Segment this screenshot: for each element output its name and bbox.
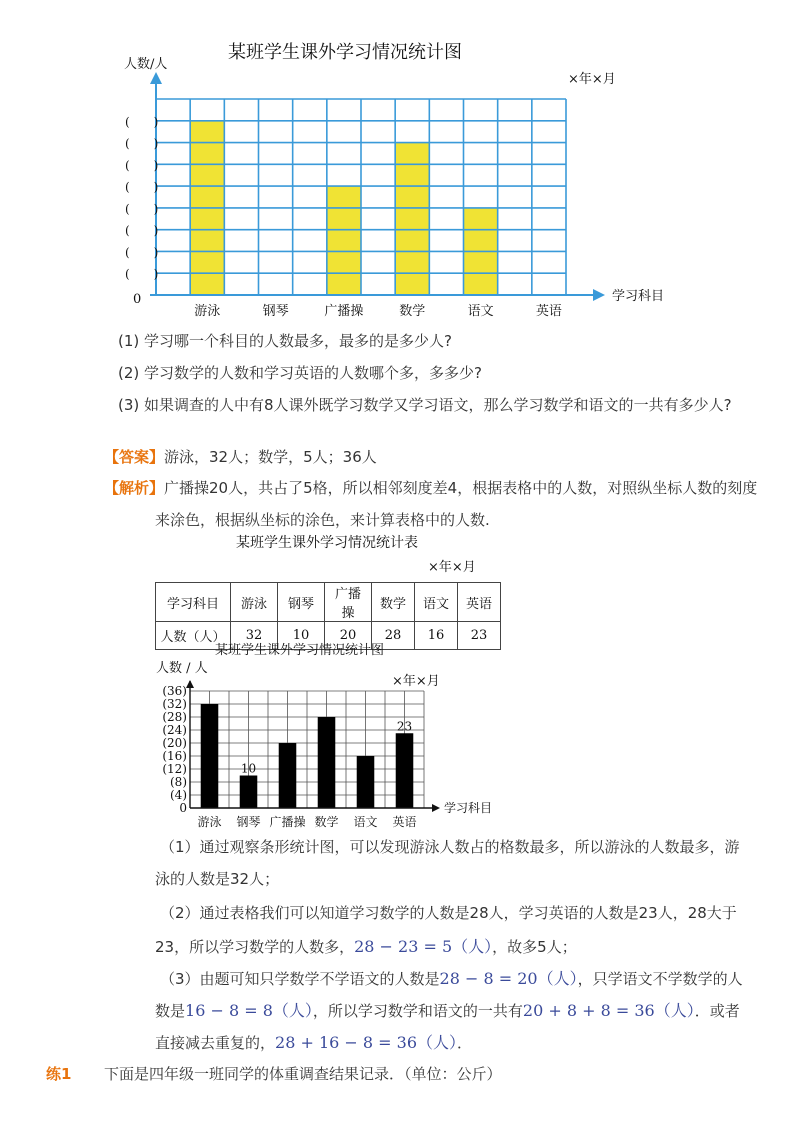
x-tick-label: 钢琴 (236, 815, 261, 829)
y-tick-blank: ( ) (125, 267, 159, 282)
y-tick-blank: ( ) (125, 180, 159, 195)
solution-3c (155, 1030, 472, 1053)
y-tick-blank: ( ) (125, 158, 159, 173)
bar (201, 704, 219, 808)
answer-text: 游泳，32人；数学，5人；36人 (164, 448, 377, 466)
table-cell: 数学 (372, 583, 415, 622)
table-cell: 人数（人） (156, 622, 231, 650)
y-axis-arrow (186, 680, 194, 688)
solution-3c-post: ． (457, 1034, 473, 1052)
data-label: 23 (396, 719, 413, 734)
table-cell: 钢琴 (278, 583, 325, 622)
analysis-text-1: 广播操20人，共占了5格，所以相邻刻度差4，根据表格中的人数，对照纵坐标人数的刻度 (164, 479, 758, 497)
x-tick-label: 数学 (314, 815, 339, 829)
solution-3a-pre: （3）由题可知只学数学不学语文的人数是 (160, 970, 440, 988)
chart1-zero: 0 (133, 292, 142, 307)
table-cell: 游泳 (231, 583, 278, 622)
equation: 28 + 16 − 8 = 36（人） (275, 1033, 458, 1052)
y-tick-label: (16) (162, 749, 187, 763)
table-cell: 28 (372, 622, 415, 650)
solution-3a (160, 966, 743, 989)
solution-1a: （1）通过观察条形统计图，可以发现游泳人数占的格数最多，所以游泳的人数最多，游 (160, 838, 740, 856)
table-cell: 16 (415, 622, 458, 650)
y-tick-blank: ( ) (125, 114, 159, 129)
practice-text: 下面是四年级一班同学的体重调查结果记录．（单位：公斤） (104, 1065, 502, 1083)
y-tick-blank: ( ) (125, 245, 159, 260)
bar (327, 186, 361, 295)
solution-3b-mid: ，所以学习数学和语文的一共有 (312, 1002, 523, 1020)
practice-label: 练1 (46, 1065, 72, 1083)
equation: 28 − 23 = 5（人） (354, 937, 493, 956)
chart2-date: ×年×月 (392, 674, 440, 689)
table-header-row (156, 583, 501, 622)
table-cell: 广播操 (325, 583, 372, 622)
y-tick-label: (24) (162, 723, 187, 737)
data-label: 10 (240, 761, 257, 776)
solution-2b (155, 934, 577, 957)
chart1-date: ×年×月 (568, 72, 616, 87)
x-tick-label: 广播操 (269, 815, 306, 829)
solution-2b-pre: 23，所以学习数学的人数多， (155, 938, 355, 956)
table-cell: 语文 (415, 583, 458, 622)
y-tick-label: (32) (162, 697, 187, 711)
analysis-label: 【解析】 (104, 479, 165, 497)
solution-2a: （2）通过表格我们可以知道学习数学的人数是28人，学习英语的人数是23人，28大于 (160, 904, 737, 922)
x-tick-label: 钢琴 (262, 304, 289, 319)
chart2-title: 某班学生课外学习情况统计图 (215, 643, 385, 658)
chart1-ylabel: 人数/人 (124, 57, 168, 72)
solution-3b-pre: 数是 (155, 1002, 186, 1020)
chart2-ylabel: 人数 / 人 (156, 661, 208, 676)
analysis-line-2: 来涂色，根据纵坐标的涂色，来计算表格中的人数. (155, 511, 490, 529)
y-tick-label: (12) (162, 762, 187, 776)
y-tick-blank: ( ) (125, 201, 159, 216)
answer-label: 【答案】 (104, 448, 165, 466)
equation: 20 + 8 + 8 = 36（人） (522, 1001, 695, 1020)
x-tick-label: 游泳 (197, 815, 222, 829)
bar (396, 733, 414, 808)
y-tick-label: (8) (170, 775, 187, 789)
question-1: (1) 学习哪一个科目的人数最多，最多的是多少人? (118, 332, 452, 350)
equation: 16 − 8 = 8（人） (185, 1001, 313, 1020)
y-tick-label: (36) (162, 684, 187, 698)
solution-3b (155, 998, 740, 1021)
table-cell: 英语 (458, 583, 501, 622)
bar (357, 756, 375, 808)
answer-line (104, 446, 377, 467)
table-cell: 10 (278, 622, 325, 650)
table-title: 某班学生课外学习情况统计表 (236, 535, 418, 551)
x-tick-label: 英语 (392, 815, 417, 829)
solution-1b: 泳的人数是32人； (155, 870, 280, 888)
y-tick-label: (20) (162, 736, 187, 750)
y-tick-label: (28) (162, 710, 187, 724)
solution-3c-pre: 直接减去重复的， (155, 1034, 276, 1052)
equation: 28 − 8 = 20（人） (439, 969, 578, 988)
chart2 (150, 680, 500, 835)
question-3: (3) 如果调查的人中有8人课外既学习数学又学习语文，那么学习数学和语文的一共有多少人? (118, 396, 732, 414)
chart1 (95, 70, 685, 325)
chart2-xlabel: 学习科目 (444, 801, 493, 815)
x-axis-arrow (593, 289, 605, 301)
solution-2b-post: ，故多5人； (492, 938, 577, 956)
y-axis-arrow (150, 72, 162, 84)
y-tick-blank: ( ) (125, 223, 159, 238)
x-tick-label: 语文 (353, 815, 378, 829)
x-tick-label: 广播操 (324, 304, 364, 319)
x-tick-label: 数学 (399, 304, 426, 319)
y-tick-label: 0 (179, 801, 187, 815)
bar (318, 717, 336, 808)
table-cell: 学习科目 (156, 583, 231, 622)
table-date: ×年×月 (428, 560, 476, 575)
x-axis-arrow (432, 804, 440, 812)
solution-3a-post: ，只学语文不学数学的人 (577, 970, 743, 988)
x-tick-label: 语文 (467, 304, 494, 319)
chart1-title: 某班学生课外学习情况统计图 (228, 42, 462, 63)
table-cell: 23 (458, 622, 501, 650)
bar (279, 743, 297, 808)
x-tick-label: 游泳 (194, 304, 221, 319)
y-tick-label: (4) (170, 788, 187, 802)
bar (240, 776, 258, 809)
question-2: (2) 学习数学的人数和学习英语的人数哪个多，多多少? (118, 364, 482, 382)
x-tick-label: 英语 (535, 304, 562, 319)
analysis-line-1 (104, 477, 757, 498)
bar (395, 143, 429, 295)
table-cell: 32 (231, 622, 278, 650)
solution-3b-post: ．或者 (694, 1002, 740, 1020)
table-cell: 20 (325, 622, 372, 650)
chart1-xlabel: 学习科目 (612, 289, 665, 304)
y-tick-blank: ( ) (125, 136, 159, 151)
